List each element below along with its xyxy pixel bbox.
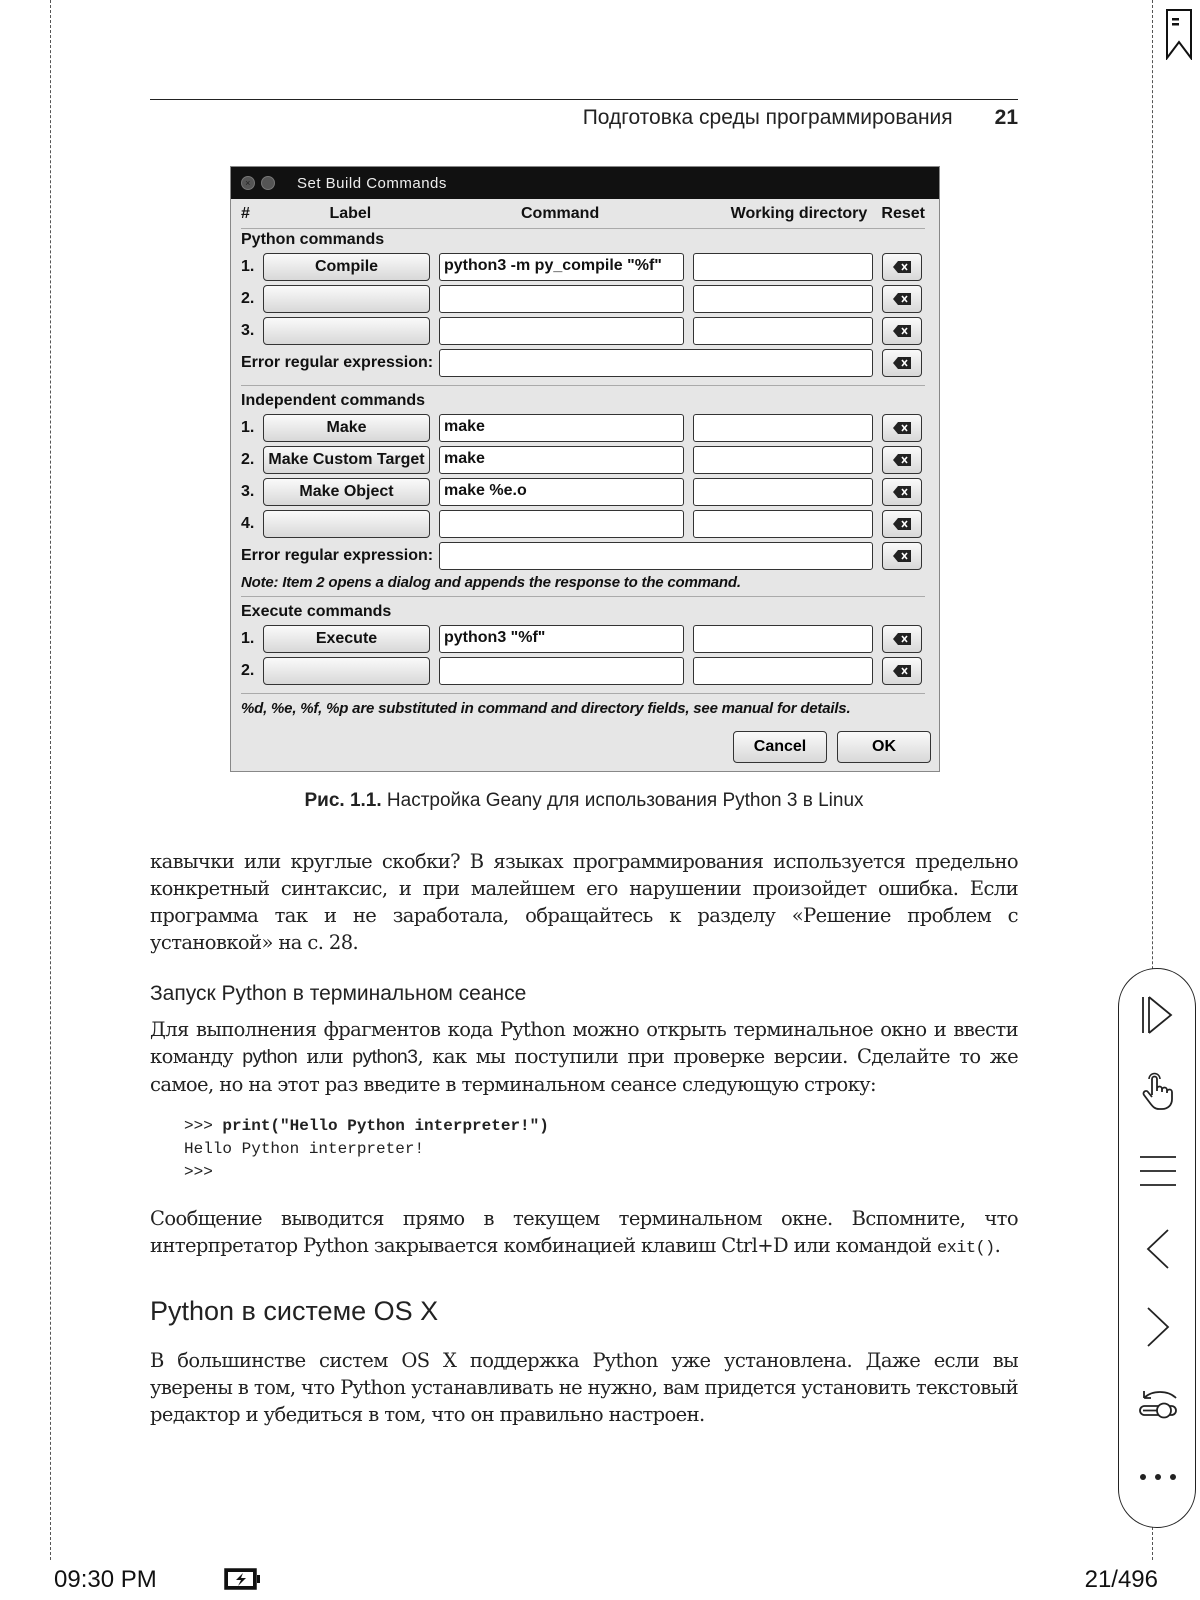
workdir-input[interactable]	[693, 253, 873, 281]
next-chapter-button[interactable]	[1119, 985, 1197, 1045]
command-input[interactable]	[439, 510, 684, 538]
para3-text: Сообщение выводится прямо в текущем терминальном окне. Вспомните, что интерпретатор Python закрывается комбинацией клавиш Ctrl+D или командой	[150, 1207, 1018, 1257]
code-output: Hello Python interpreter!	[184, 1140, 425, 1158]
reset-button[interactable]	[882, 446, 922, 474]
refresh-settings-icon	[1138, 1388, 1178, 1422]
close-icon[interactable]: ×	[241, 176, 255, 190]
paragraph-4: В большинстве систем OS X поддержка Python уже установлена. Даже если вы уверены в том, что Python устанавливать не нужно, вам придется установить текстовый редактор и убедиться в том, что он правильно настроен.	[150, 1349, 1018, 1426]
maximize-icon[interactable]	[261, 176, 275, 190]
refresh-settings-button[interactable]	[1119, 1375, 1197, 1435]
error-regex-input[interactable]	[439, 542, 873, 570]
clear-icon	[893, 550, 911, 562]
reset-button[interactable]	[882, 414, 922, 442]
inline-cmd-python: python	[242, 1046, 298, 1068]
reset-button[interactable]	[882, 510, 922, 538]
row-number: 3.	[241, 483, 255, 500]
label-button-make[interactable]: Make	[263, 414, 430, 442]
substitution-note: %d, %e, %f, %p are substituted in command and directory fields, see manual for details.	[241, 700, 851, 717]
reader-side-toolbar	[1118, 968, 1196, 1528]
label-button-execute[interactable]: Execute	[263, 625, 430, 653]
reset-button[interactable]	[882, 285, 922, 313]
independent-row-3	[241, 476, 929, 508]
left-margin-guide	[50, 0, 51, 1560]
dialog-title: Set Build Commands	[297, 174, 447, 192]
heading-terminal-session: Запуск Python в терминальном сеансе	[150, 982, 527, 1005]
independent-note: Note: Item 2 opens a dialog and appends the response to the command.	[241, 574, 741, 591]
row-number: 1.	[241, 630, 255, 647]
error-regex-input[interactable]	[439, 349, 873, 377]
clear-icon	[893, 486, 911, 498]
clear-icon	[893, 261, 911, 273]
paragraph-2	[150, 1016, 1018, 1098]
python-error-regex-row	[241, 347, 929, 379]
previous-page-button[interactable]	[1119, 1219, 1197, 1279]
row-number: 2.	[241, 451, 255, 468]
workdir-input[interactable]	[693, 285, 873, 313]
row-number: 2.	[241, 290, 255, 307]
error-regex-label: Error regular expression:	[241, 354, 434, 371]
set-build-commands-dialog	[230, 166, 940, 772]
inline-code-exit: exit()	[937, 1239, 995, 1258]
command-input[interactable]	[439, 657, 684, 685]
reset-button[interactable]	[882, 542, 922, 570]
row-number: 3.	[241, 322, 255, 339]
col-hash: #	[241, 204, 250, 222]
clear-icon	[893, 454, 911, 466]
header-rule	[150, 99, 1018, 100]
para2-text: , как мы поступили при проверке версии. Сделайте то же самое, но на этот раз введите в терминальном сеансе следующую строку:	[150, 1045, 1019, 1096]
command-input[interactable]: python3 "%f"	[439, 625, 684, 653]
row-number: 4.	[241, 515, 255, 532]
col-label: Label	[329, 204, 372, 222]
col-working-directory: Working directory	[730, 204, 868, 222]
code-block	[184, 1115, 549, 1184]
command-input[interactable]	[439, 285, 684, 313]
workdir-input[interactable]	[693, 625, 873, 653]
clear-icon	[893, 293, 911, 305]
reset-button[interactable]	[882, 625, 922, 653]
clear-icon	[893, 357, 911, 369]
label-button-compile[interactable]: Compile	[263, 253, 430, 281]
reset-button[interactable]	[882, 657, 922, 685]
clear-icon	[893, 422, 911, 434]
workdir-input[interactable]	[693, 657, 873, 685]
python-commands-title: Python commands	[241, 231, 385, 248]
code-prompt: >>>	[184, 1163, 213, 1181]
independent-commands-title: Independent commands	[241, 392, 426, 409]
dialog-titlebar	[231, 167, 939, 199]
command-input[interactable]: make	[439, 414, 684, 442]
para2-text: или	[297, 1045, 353, 1068]
battery-charging-icon	[224, 1568, 260, 1590]
next-page-icon	[1146, 1306, 1170, 1348]
label-button-make-custom-target[interactable]: Make Custom Target	[263, 446, 430, 474]
reset-button[interactable]	[882, 317, 922, 345]
python-row-1	[241, 251, 929, 283]
label-button-empty[interactable]	[263, 510, 430, 538]
col-command: Command	[520, 204, 600, 222]
independent-row-2	[241, 444, 929, 476]
row-number: 1.	[241, 419, 255, 436]
row-number: 1.	[241, 258, 255, 275]
separator	[241, 693, 925, 694]
execute-row-1	[241, 623, 929, 655]
workdir-input[interactable]	[693, 317, 873, 345]
label-button-make-object[interactable]: Make Object	[263, 478, 430, 506]
more-icon	[1138, 1472, 1178, 1482]
previous-page-icon	[1146, 1228, 1170, 1270]
code-input: print("Hello Python interpreter!")	[222, 1117, 549, 1135]
error-regex-label: Error regular expression:	[241, 547, 434, 564]
reset-button[interactable]	[882, 253, 922, 281]
running-title: Подготовка среды программирования	[582, 106, 953, 129]
paragraph-1: кавычки или круглые скобки? В языках программирования используется предельно конкретный синтаксис, и при малейшем его нарушении произойдет ошибка. Если программа так и не заработала, обращайтесь к разделу «Решение проблем с установкой» на с. 28.	[150, 850, 1018, 954]
caption-text: Настройка Geany для использования Python 3 в Linux	[381, 790, 864, 811]
menu-button[interactable]	[1119, 1141, 1197, 1201]
next-chapter-icon	[1140, 995, 1176, 1035]
row-number: 2.	[241, 662, 255, 679]
independent-error-regex-row	[241, 540, 929, 572]
command-input[interactable]: make %e.o	[439, 478, 684, 506]
workdir-input[interactable]	[693, 414, 873, 442]
inline-cmd-python3: python3	[352, 1046, 418, 1068]
cancel-button[interactable]: Cancel	[733, 731, 827, 763]
workdir-input[interactable]	[693, 446, 873, 474]
page-indicator: 21/496	[1084, 1566, 1158, 1593]
touch-mode-button[interactable]	[1119, 1061, 1197, 1121]
separator	[241, 385, 925, 386]
reset-button[interactable]	[882, 349, 922, 377]
execute-commands-title: Execute commands	[241, 603, 392, 620]
execute-row-2	[241, 655, 929, 687]
menu-icon	[1138, 1155, 1178, 1187]
status-time: 09:30 PM	[54, 1566, 157, 1593]
python-row-2	[241, 283, 929, 315]
more-options-button[interactable]	[1119, 1447, 1197, 1507]
reset-button[interactable]	[882, 478, 922, 506]
workdir-input[interactable]	[693, 510, 873, 538]
label-button-empty[interactable]	[263, 285, 430, 313]
column-headers	[241, 199, 925, 229]
caption-prefix: Рис. 1.1.	[304, 790, 382, 811]
code-prompt: >>>	[184, 1117, 223, 1135]
running-header	[583, 106, 1018, 130]
separator	[241, 596, 925, 597]
next-page-button[interactable]	[1119, 1297, 1197, 1357]
label-button-empty[interactable]	[263, 657, 430, 685]
python-row-3	[241, 315, 929, 347]
page-number: 21	[994, 106, 1018, 129]
touch-hand-icon	[1140, 1071, 1176, 1111]
col-reset: Reset	[881, 204, 925, 222]
independent-row-4	[241, 508, 929, 540]
workdir-input[interactable]	[693, 478, 873, 506]
clear-icon	[893, 665, 911, 677]
para2-text: Для выполнения фрагментов кода Python можно открыть терминальное окно и ввести команду	[150, 1018, 1018, 1068]
bookmark-icon[interactable]	[1165, 8, 1193, 60]
command-input[interactable]: python3 -m py_compile "%f"	[439, 253, 684, 281]
command-input[interactable]	[439, 317, 684, 345]
heading-python-osx: Python в системе OS X	[150, 1296, 439, 1326]
clear-icon	[893, 518, 911, 530]
clear-icon	[893, 633, 911, 645]
independent-row-1	[241, 412, 929, 444]
command-input[interactable]: make	[439, 446, 684, 474]
ok-button[interactable]: OK	[837, 731, 931, 763]
paragraph-3	[150, 1205, 1018, 1262]
clear-icon	[893, 325, 911, 337]
label-button-empty[interactable]	[263, 317, 430, 345]
para3-text: .	[994, 1234, 1001, 1257]
figure-caption	[150, 790, 1018, 812]
